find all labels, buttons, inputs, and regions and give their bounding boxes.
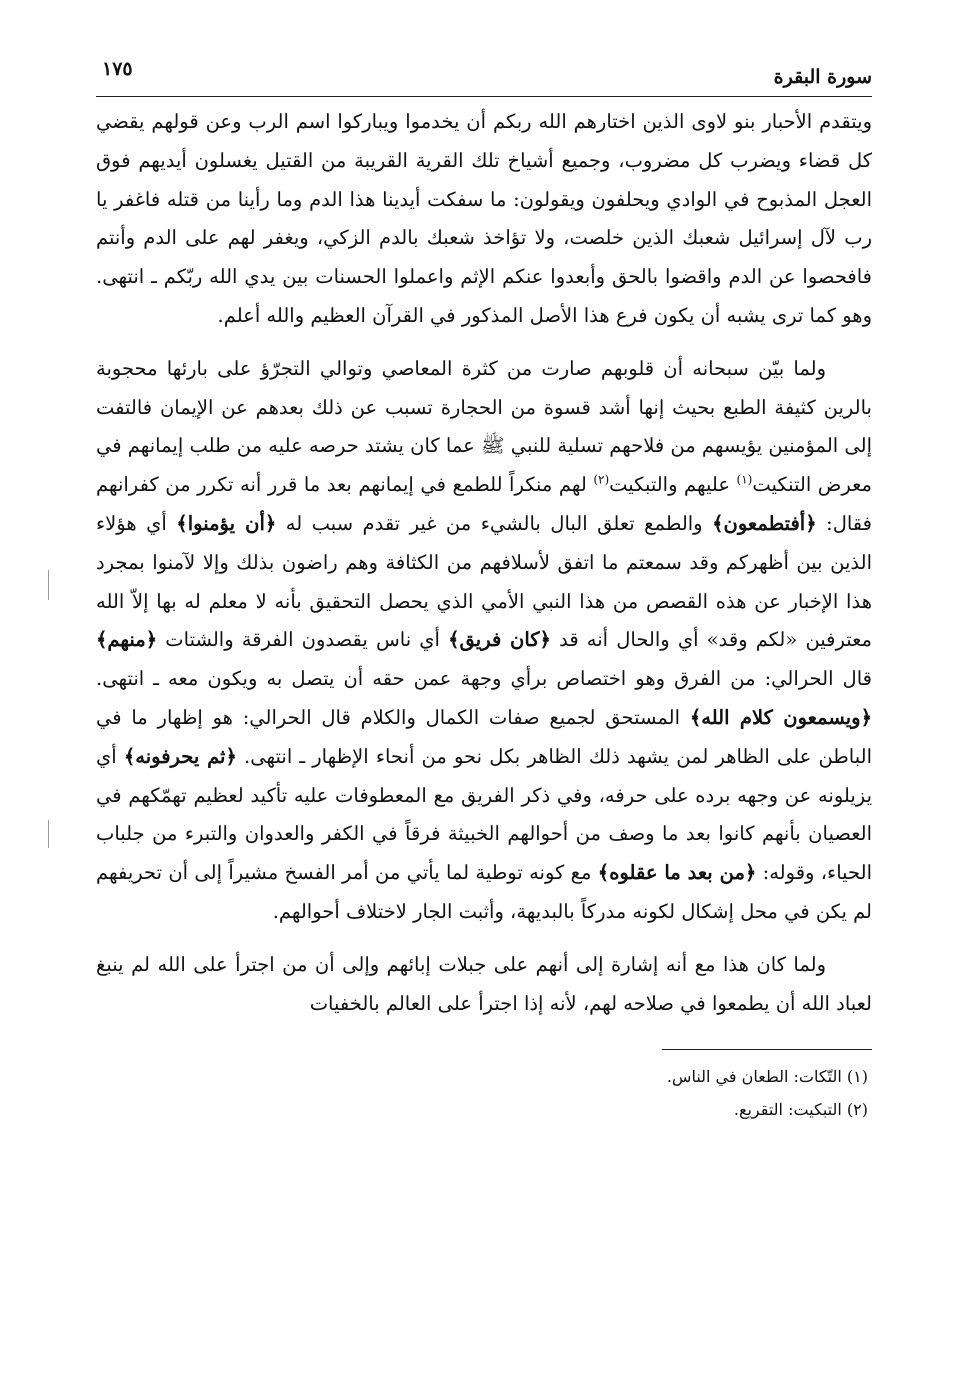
quran-quote: ﴿أفتطمعون﴾ bbox=[712, 511, 817, 535]
page-body bbox=[96, 103, 872, 1023]
paragraph bbox=[96, 103, 872, 336]
footnote bbox=[96, 1093, 872, 1126]
page-header bbox=[96, 52, 872, 97]
footnote-divider bbox=[662, 1049, 872, 1050]
text-run: أي ناس يقصدون الفرقة والشتات bbox=[157, 628, 449, 652]
text-run: قال الحرالي: من الفرق وهو اختصاص برأي وجهة عمن حقه أن يتصل به ويكون معه ـ انتهى. bbox=[96, 667, 872, 691]
margin-mark bbox=[48, 820, 49, 848]
quran-quote: ﴿كان فريق﴾ bbox=[448, 628, 551, 652]
book-page bbox=[96, 52, 872, 1352]
text-run: أي هؤلاء الذين بين أظهركم وقد سمعتم ما اتفق لأسلافهم من الكثافة وهم راضون بذلك وإلا لآمنوا بمجرد هذا الإخبار عن هذه القصص من هذا النبي الأمي الذي يحصل التحقيق بأنه لا معلم له بها إلاّ الله معترفين «لكم وقد» أي والحال أنه قد bbox=[96, 511, 872, 652]
footnote bbox=[96, 1060, 872, 1093]
footnote-text: التبكيت: التقريع. bbox=[733, 1100, 847, 1120]
text-run: عليهم والتبكيت bbox=[609, 473, 737, 497]
text-run: ولما كان هذا مع أنه إشارة إلى أنهم على جبلات إبائهم وإلى أن من اجترأ على الله لم ينبغ لعباد الله أن يطمعوا في صلاحه لهم، لأنه إذا اجترأ على العالم بالخفيات bbox=[96, 952, 872, 1015]
footnote-ref: (٢) bbox=[593, 472, 610, 487]
paragraph bbox=[96, 350, 872, 932]
quran-quote: ﴿أن يؤمنوا﴾ bbox=[176, 511, 277, 535]
footnote-number: (٢) bbox=[846, 1100, 868, 1120]
text-run: والطمع تعلق البال بالشيء من غير تقدم سبب له bbox=[276, 511, 713, 535]
text-run: أي يزيلونه عن وجهه برده على حرفه، وفي ذكر الفريق مع المعطوفات عليه تأكيد لعظيم تهمّكهم في العصيان بأنهم كانوا بعد ما وصف من أحوالهم الخبيثة فرقاً في الكفر والعدوان والتبرء من جلباب الحياء، وقوله: bbox=[96, 744, 872, 885]
footnote-ref: (١) bbox=[736, 472, 753, 487]
text-run: المستحق لجميع صفات الكمال والكلام قال الحرالي: هو إظهار ما في الباطن على الظاهر لمن يشهد ذلك الظاهر بكل نحو من أنحاء الإظهار ـ انتهى. bbox=[96, 705, 872, 768]
footnotes bbox=[96, 1060, 872, 1126]
surah-title: سورة البقرة bbox=[773, 66, 872, 88]
text-run: ويتقدم الأحبار بنو لاوى الذين اختارهم الله ربكم أن يخدموا ويباركوا اسم الرب وعن قولهم يقضي كل قضاء ويضرب كل مضروب، وجميع أشياخ تلك القرية القريبة من القتيل يغسلون أيديهم فوق العجل المذبوح في الوادي ويحلفون ويقولون: ما سفكت أيدينا هذا الدم وما رأينا من قتله فاغفر يا رب لآل إسرائيل شعبك الذين خلصت، ولا تؤاخذ شعبك بالدم الزكي، ويغفر لهم على الدم وأنتم فافحصوا عن الدم واقضوا بالحق وأبعدوا عنكم الإثم واعملوا الحسنات بين يدي الله ربّكم ـ انتهى. وهو كما ترى يشبه أن يكون فرع هذا الأصل المذكور في القرآن العظيم والله أعلم. bbox=[96, 110, 872, 327]
quran-quote: ﴿منهم﴾ bbox=[96, 628, 158, 652]
page-number: ١٧٥ bbox=[102, 58, 133, 80]
footnote-number: (١) bbox=[846, 1067, 868, 1087]
margin-mark bbox=[48, 570, 49, 600]
text-run: مع كونه توطية لما يأتي من أمر الفسخ مشيراً إلى أن تحريفهم لم يكن في محل إشكال لكونه مدركاً بالبديهة، وأثبت الجار لاختلاف أحوالهم. bbox=[96, 861, 872, 923]
footnote-text: التّكات: الطعان في الناس. bbox=[666, 1067, 847, 1087]
quran-quote: ﴿ثم يحرفونه﴾ bbox=[123, 744, 237, 768]
quran-quote: ﴿ويسمعون كلام الله﴾ bbox=[689, 705, 872, 729]
quran-quote: ﴿من بعد ما عقلوه﴾ bbox=[597, 861, 757, 885]
text-run: لهم منكراً للطمع في إيمانهم بعد ما قرر أنه تكرر من كفرانهم فقال: bbox=[96, 473, 872, 535]
text-run: ولما بيّن سبحانه أن قلوبهم صارت من كثرة المعاصي وتوالي التجرّؤ على بارئها محجوبة بالرين كثيفة الطبع بحيث إنها أشد قسوة من الحجارة تسبب عن ذلك بعدهم عن الإيمان فالتفت إلى المؤمنين يؤيسهم من فلاحهم تسلية للنبي ﷺ عما كان يشتد حرصه عليه من طلب إيمانهم في معرض التنكيت bbox=[96, 356, 872, 497]
paragraph bbox=[96, 946, 872, 1024]
